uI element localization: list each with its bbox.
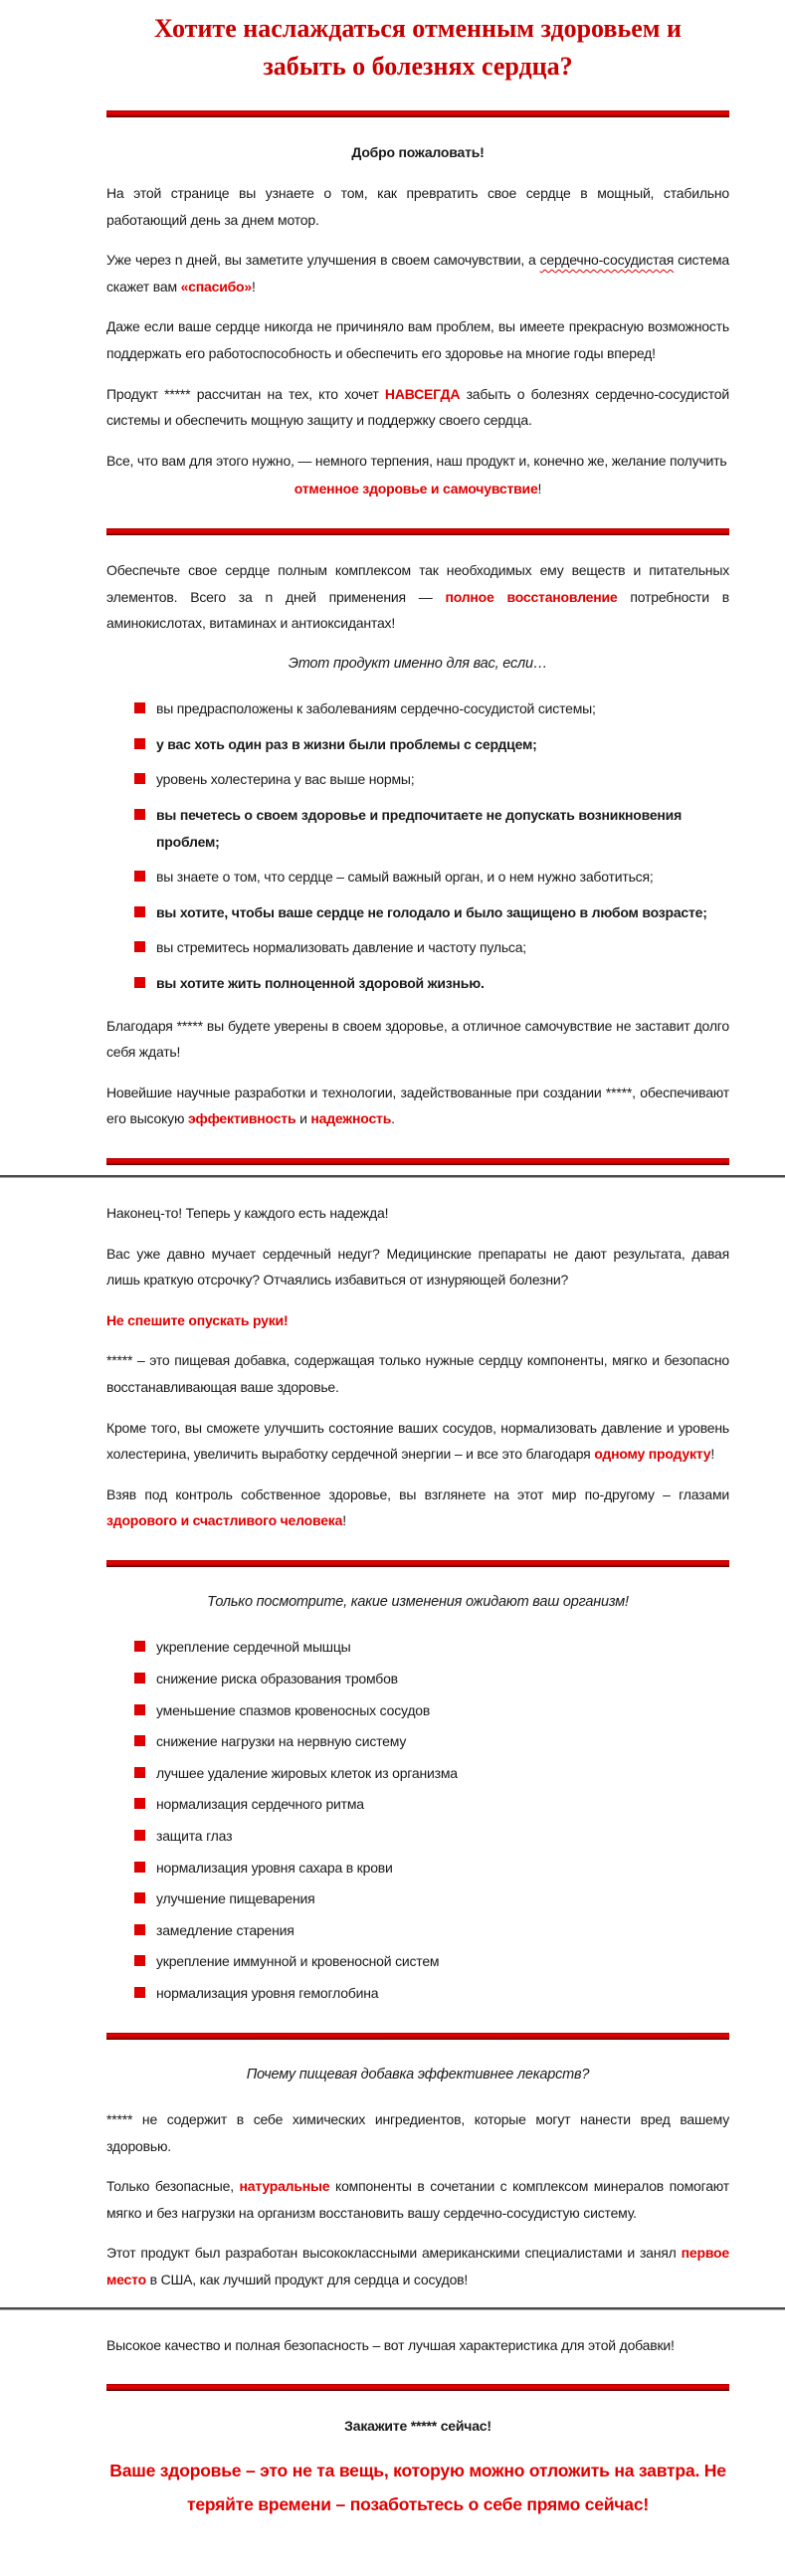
text-segment: компоненты в сочетании с комплексом минералов помогают мягко и без нагрузки на организм восстановить вашу сердечно-сосудистую систему. — [106, 2178, 730, 2221]
text-segment: полное восстановление — [445, 588, 618, 605]
list-item-text: вы печетесь о своем здоровье и предпочитаете не допускать возникновения проблем; — [156, 807, 683, 850]
text-segment: Новейшие научные разработки и технологии, задействованные при создании *****, обеспечивают его высокую — [106, 1084, 729, 1127]
bullet-square-icon — [134, 1830, 145, 1841]
list-item — [106, 1666, 729, 1692]
text-segment: сердечно-сосудистая — [539, 252, 675, 269]
list-item-text: вы стремитесь нормализовать давление и частоту пульса; — [156, 939, 526, 956]
bullet-square-icon — [134, 702, 145, 713]
section-divider-bar — [106, 2033, 729, 2040]
list-item-text: защита глаз — [156, 1828, 233, 1844]
list-item-text: вы хотите, чтобы ваше сердце не голодало и было защищено в любом возрасте; — [156, 903, 707, 920]
document-body — [0, 110, 785, 2576]
bullet-square-icon — [134, 1673, 145, 1684]
list-item-text: укрепление сердечной мышцы — [156, 1639, 351, 1656]
paragraph — [106, 1347, 729, 1400]
list-item-text: уровень холестерина у вас выше нормы; — [156, 771, 415, 788]
list-item — [106, 1948, 729, 1975]
list-item-text: нормализация уровня гемоглобина — [156, 1984, 379, 2001]
text-segment: . — [391, 1110, 395, 1127]
text-segment: первое место — [106, 2245, 729, 2288]
paragraph — [106, 247, 729, 299]
bullet-square-icon — [134, 1704, 145, 1715]
list-item — [106, 1697, 729, 1724]
paragraph — [106, 1200, 729, 1227]
section-subheading: Только посмотрите, какие изменения ожидают ваш организм! — [207, 1593, 629, 1610]
bullet-square-icon — [134, 871, 145, 882]
list-item — [106, 934, 729, 961]
list-item — [106, 731, 729, 758]
list-item-text: у вас хоть один раз в жизни были проблемы с сердцем; — [156, 735, 537, 752]
bullet-square-icon — [134, 809, 145, 820]
section-heading: Закажите ***** сейчас! — [344, 2418, 491, 2435]
paragraph — [106, 1415, 729, 1468]
section-subheading: Почему пищевая добавка эффективнее лекарств? — [246, 2066, 590, 2082]
section-divider-bar — [106, 528, 729, 535]
text-segment: ***** не содержит в себе химических ингредиентов, которые могут нанести вред вашему здоровью. — [106, 2111, 729, 2154]
text-segment: система скажет вам — [106, 252, 730, 295]
text-segment: Не спешите опускать руки! — [106, 1311, 289, 1328]
text-segment: «спасибо» — [180, 278, 252, 295]
paragraph — [106, 476, 729, 502]
paragraph — [106, 381, 729, 434]
bullet-square-icon — [134, 1641, 145, 1652]
section-heading: Добро пожаловать! — [351, 144, 485, 161]
text-segment: ! — [342, 1512, 346, 1529]
text-segment: Ваше здоровье – это не та вещь, которую можно отложить на завтра. Не теряйте времени – позаботьтесь о себе прямо сейчас! — [109, 2460, 726, 2514]
bullet-square-icon — [134, 1924, 145, 1935]
page-separator-line — [0, 1175, 785, 1178]
list-item — [106, 864, 729, 891]
list-item — [106, 1634, 729, 1661]
section-divider-bar — [106, 1560, 729, 1567]
bullet-square-icon — [134, 941, 145, 952]
text-segment: потребности в аминокислотах, витаминах и антиоксидантах! — [106, 588, 729, 632]
text-segment: Взяв под контроль собственное здоровье, вы взглянете на этот мир по-другому – глазами — [106, 1486, 729, 1502]
page-title — [0, 0, 785, 85]
paragraph — [106, 448, 729, 475]
page-title-line-1: Хотите наслаждаться отменным здоровьем и — [154, 14, 682, 43]
bullet-square-icon — [134, 1987, 145, 1998]
list-item — [106, 1823, 729, 1850]
section-divider-bar — [106, 1158, 729, 1165]
text-segment: Благодаря ***** вы будете уверены в своем здоровье, а отличное самочувствие не заставит долго себя ждать! — [106, 1017, 729, 1061]
bullet-square-icon — [134, 1892, 145, 1903]
text-segment: здорового и счастливого человека — [106, 1512, 343, 1529]
text-segment: надежность — [310, 1110, 392, 1127]
text-segment: Только безопасные, — [106, 2178, 240, 2195]
list-item — [106, 695, 729, 722]
paragraph — [106, 1241, 729, 1293]
paragraph — [106, 557, 729, 637]
text-segment: На этой странице вы узнаете о том, как превратить свое сердце в мощный, стабильно работающий день за днем мотор. — [106, 184, 729, 228]
text-segment: одному продукту — [594, 1446, 711, 1463]
page-title-line-2: забыть о болезнях сердца? — [263, 51, 573, 81]
bullet-square-icon — [134, 738, 145, 749]
paragraph — [106, 1013, 729, 1066]
list-item — [106, 1791, 729, 1818]
bullet-square-icon — [134, 1767, 145, 1778]
text-segment: Все, что вам для этого нужно, — немного терпения, наш продукт и, конечно же, желание получить — [106, 452, 727, 469]
text-segment: забыть о болезнях сердечно-сосудистой системы и обеспечить мощную защиту и поддержку своего сердца. — [106, 385, 729, 429]
list-item-text: вы знаете о том, что сердце – самый важный орган, и о нем нужно заботиться; — [156, 869, 654, 886]
text-segment: ! — [537, 481, 542, 497]
list-item-text: нормализация сердечного ритма — [156, 1796, 364, 1813]
paragraph — [106, 1080, 729, 1132]
bullet-square-icon — [134, 977, 145, 988]
list-item — [106, 899, 729, 926]
paragraph — [106, 2240, 729, 2292]
text-segment: Наконец-то! Теперь у каждого есть надежда! — [106, 1204, 389, 1221]
list-item — [106, 970, 729, 997]
paragraph — [106, 180, 729, 233]
list-item-text: укрепление иммунной и кровеносной систем — [156, 1953, 440, 1970]
text-segment: отменное здоровье и самочувствие — [294, 481, 538, 497]
paragraph — [106, 2106, 729, 2159]
list-item-text: вы предрасположены к заболеваниям сердечно-сосудистой системы; — [156, 700, 596, 717]
list-item — [106, 1917, 729, 1944]
text-segment: Кроме того, вы сможете улучшить состояние ваших сосудов, нормализовать давление и уровень холестерина, увеличить выработку сердечной энергии – и все это благодаря — [106, 1419, 729, 1463]
paragraph — [106, 1482, 729, 1534]
paragraph — [106, 313, 729, 366]
page-separator-line — [0, 2307, 785, 2310]
text-segment: Вас уже давно мучает сердечный недуг? Медицинские препараты не дают результата, давая лишь краткую отсрочку? Отчаялись избавиться от изнуряющей болезни? — [106, 1245, 729, 1288]
list-item-text: замедление старения — [156, 1921, 294, 1938]
cta-text — [106, 2454, 729, 2521]
text-segment: ! — [252, 278, 256, 295]
paragraph — [106, 2173, 729, 2226]
bullet-square-icon — [134, 906, 145, 917]
bullet-list — [106, 1634, 729, 2006]
list-item-text: вы хотите жить полноценной здоровой жизнью. — [156, 974, 485, 991]
list-item-text: уменьшение спазмов кровеносных сосудов — [156, 1701, 431, 1718]
text-segment: Высокое качество и полная безопасность – вот лучшая характеристика для этой добавки! — [106, 2336, 675, 2353]
text-segment: натуральные — [239, 2178, 330, 2195]
text-segment: ***** – это пищевая добавка, содержащая только нужные сердцу компоненты, мягко и безопасно восстанавливающая ваше здоровье. — [106, 1352, 729, 1395]
list-item-text: лучшее удаление жировых клеток из организма — [156, 1764, 458, 1781]
text-segment: эффективность — [187, 1110, 296, 1127]
paragraph — [106, 2332, 729, 2359]
list-item — [106, 1885, 729, 1912]
list-item-text: снижение риска образования тромбов — [156, 1671, 398, 1687]
text-segment: Обеспечьте свое сердце полным комплексом так необходимых ему веществ и питательных элементов. Всего за n дней применения — — [106, 561, 729, 605]
text-segment: Этот продукт был разработан высококлассными американскими специалистами и занял — [106, 2245, 682, 2262]
list-item — [106, 1728, 729, 1755]
text-segment: ! — [710, 1446, 715, 1463]
text-segment: Уже через n дней, вы заметите улучшения в своем самочувствии, а — [106, 252, 540, 269]
bullet-square-icon — [134, 1798, 145, 1809]
list-item — [106, 766, 729, 793]
bullet-square-icon — [134, 1862, 145, 1873]
list-item-text: снижение нагрузки на нервную систему — [156, 1733, 407, 1750]
section-subheading: Этот продукт именно для вас, если… — [288, 655, 548, 672]
list-item — [106, 802, 729, 855]
section-divider-bar — [106, 110, 729, 117]
list-item-text: улучшение пищеварения — [156, 1890, 315, 1907]
text-segment: НАВСЕГДА — [384, 385, 461, 402]
list-item — [106, 1980, 729, 2007]
list-item — [106, 1760, 729, 1787]
text-segment: Продукт ***** рассчитан на тех, кто хочет — [106, 385, 385, 402]
bullet-square-icon — [134, 773, 145, 784]
list-item-text: нормализация уровня сахара в крови — [156, 1859, 393, 1876]
section-divider-bar — [106, 2384, 729, 2391]
bullet-square-icon — [134, 1955, 145, 1966]
text-segment: Даже если ваше сердце никогда не причиняло вам проблем, вы имеете прекрасную возможность поддержать его работоспособность и обеспечить его здоровье на многие годы вперед! — [106, 318, 729, 361]
bullet-square-icon — [134, 1735, 145, 1746]
paragraph — [106, 1307, 729, 1334]
list-item — [106, 1855, 729, 1882]
text-segment: в США, как лучший продукт для сердца и сосудов! — [145, 2272, 469, 2288]
bullet-list — [106, 695, 729, 996]
text-segment: и — [295, 1110, 311, 1127]
